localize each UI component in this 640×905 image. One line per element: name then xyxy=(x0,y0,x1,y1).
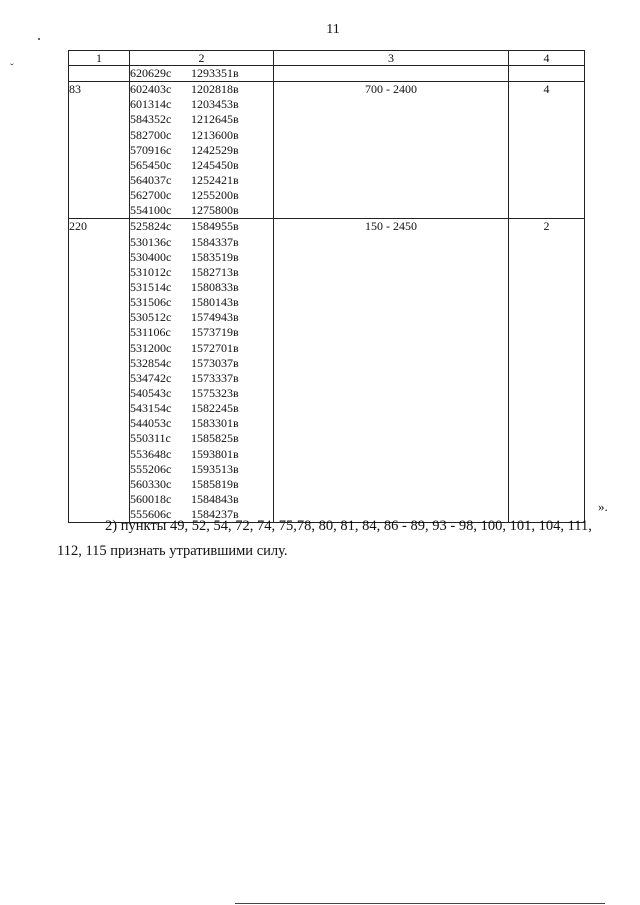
range-cell: 150 - 2450 xyxy=(274,219,509,523)
amendment-paragraph xyxy=(57,514,617,564)
latitude-value: 620629с xyxy=(130,66,172,80)
latitude-value: 570916с xyxy=(130,142,172,157)
paragraph-line-2: 112, 115 признать утратившими силу. xyxy=(57,543,288,559)
coordinate-pair xyxy=(130,492,273,507)
header-col-1: 1 xyxy=(69,51,130,66)
coordinate-pair xyxy=(130,188,273,203)
longitude-value: 1593801в xyxy=(191,446,239,461)
longitude-value: 1213600в xyxy=(191,127,239,142)
coordinate-pair xyxy=(130,250,273,265)
latitude-value: 601314с xyxy=(130,97,172,112)
coordinate-pair xyxy=(130,386,273,401)
header-col-2: 2 xyxy=(130,51,274,66)
latitude-value: 531506с xyxy=(130,295,172,310)
coordinate-pair xyxy=(130,82,273,97)
table-row xyxy=(69,66,585,82)
latitude-value: 531200с xyxy=(130,340,172,355)
longitude-value: 1202818в xyxy=(191,82,239,97)
longitude-value: 1573719в xyxy=(191,325,239,340)
coordinate-pair xyxy=(130,371,273,386)
longitude-value: 1574943в xyxy=(191,310,239,325)
longitude-value: 1252421в xyxy=(191,172,239,187)
longitude-value: 1583519в xyxy=(191,249,239,264)
latitude-value: 540543с xyxy=(130,385,172,400)
latitude-value: 525824с xyxy=(130,219,172,234)
closing-quote: ». xyxy=(598,499,608,514)
coordinate-pair xyxy=(130,265,273,280)
latitude-value: 550311с xyxy=(130,431,171,446)
longitude-value: 1255200в xyxy=(191,188,239,203)
coordinate-pair xyxy=(130,310,273,325)
latitude-value: 564037с xyxy=(130,172,172,187)
longitude-value: 1275800в xyxy=(191,203,239,218)
longitude-value: 1575323в xyxy=(191,385,239,400)
longitude-value: 1573337в xyxy=(191,370,239,385)
latitude-value: 532854с xyxy=(130,355,172,370)
longitude-value: 1572701в xyxy=(191,340,239,355)
longitude-value: 1212645в xyxy=(191,112,239,127)
header-col-3: 3 xyxy=(274,51,509,66)
latitude-value: 531106с xyxy=(130,325,171,340)
coordinates-table xyxy=(68,50,585,523)
longitude-value: 1573037в xyxy=(191,355,239,370)
longitude-value: 1585825в xyxy=(191,431,239,446)
latitude-value: 562700с xyxy=(130,188,172,203)
header-col-4: 4 xyxy=(509,51,585,66)
value-cell: 2 xyxy=(509,219,585,523)
latitude-value: 543154с xyxy=(130,401,172,416)
longitude-value: 1582713в xyxy=(191,264,239,279)
scan-speck xyxy=(38,38,40,40)
latitude-value: 584352с xyxy=(130,112,172,127)
latitude-value: 530400с xyxy=(130,249,172,264)
latitude-value: 602403с xyxy=(130,82,172,97)
latitude-value: 560330с xyxy=(130,476,172,491)
longitude-value: 1245450в xyxy=(191,157,239,172)
coordinate-pair xyxy=(130,143,273,158)
coordinates-cell xyxy=(130,66,274,82)
coordinate-pair xyxy=(130,477,273,492)
coordinate-pair xyxy=(130,280,273,295)
coordinate-pair xyxy=(130,158,273,173)
coordinate-pair xyxy=(130,173,273,188)
longitude-value: 1584955в xyxy=(191,219,239,234)
value-cell xyxy=(509,66,585,82)
longitude-value: 1293351в xyxy=(191,66,239,80)
latitude-value: 531514с xyxy=(130,279,172,294)
longitude-value: 1582245в xyxy=(191,401,239,416)
margin-mark: ˇ xyxy=(10,62,14,74)
coordinate-pair xyxy=(130,203,273,218)
latitude-value: 555206с xyxy=(130,461,172,476)
range-cell xyxy=(274,66,509,82)
coordinate-pair xyxy=(130,447,273,462)
scan-edge-line xyxy=(235,903,605,904)
latitude-value: 531012с xyxy=(130,264,172,279)
longitude-value: 1584843в xyxy=(191,491,239,506)
latitude-value: 534742с xyxy=(130,370,172,385)
coordinate-pair xyxy=(130,66,273,81)
latitude-value: 582700с xyxy=(130,127,172,142)
page-number: 11 xyxy=(326,22,340,37)
range-cell: 700 - 2400 xyxy=(274,82,509,219)
coordinate-pair xyxy=(130,325,273,340)
coordinate-pair xyxy=(130,431,273,446)
coordinate-pair xyxy=(130,112,273,127)
latitude-value: 554100с xyxy=(130,203,172,218)
latitude-value: 560018с xyxy=(130,491,172,506)
table-row xyxy=(69,219,585,523)
coordinate-pair xyxy=(130,341,273,356)
longitude-value: 1580833в xyxy=(191,279,239,294)
longitude-value: 1242529в xyxy=(191,142,239,157)
longitude-value: 1583301в xyxy=(191,416,239,431)
table-header-row xyxy=(69,51,585,66)
coordinate-pair xyxy=(130,416,273,431)
longitude-value: 1203453в xyxy=(191,97,239,112)
coordinate-pair xyxy=(130,401,273,416)
value-cell: 4 xyxy=(509,82,585,219)
table-body xyxy=(69,66,585,523)
row-number-cell: 220 xyxy=(69,219,130,523)
table-row xyxy=(69,82,585,219)
coordinate-pair xyxy=(130,295,273,310)
coordinate-pair xyxy=(130,128,273,143)
longitude-value: 1584337в xyxy=(191,234,239,249)
latitude-value: 565450с xyxy=(130,157,172,172)
latitude-value: 555606с xyxy=(130,507,172,522)
longitude-value: 1580143в xyxy=(191,295,239,310)
paragraph-line-1: 2) пункты 49, 52, 54, 72, 74, 75,78, 80, 81, 84, 86 - 89, 93 - 98, 100, 101, 104, 111, xyxy=(105,518,592,534)
coordinate-pair xyxy=(130,462,273,477)
coordinates-cell xyxy=(130,219,274,523)
coordinates-cell xyxy=(130,82,274,219)
coordinate-pair xyxy=(130,97,273,112)
row-number-cell xyxy=(69,66,130,82)
coordinate-pair xyxy=(130,235,273,250)
longitude-value: 1593513в xyxy=(191,461,239,476)
coordinate-pair xyxy=(130,356,273,371)
row-number-cell: 83 xyxy=(69,82,130,219)
latitude-value: 544053с xyxy=(130,416,172,431)
coordinate-pair xyxy=(130,219,273,234)
longitude-value: 1585819в xyxy=(191,476,239,491)
latitude-value: 530136с xyxy=(130,234,172,249)
longitude-value: 1584237в xyxy=(191,507,239,522)
latitude-value: 553648с xyxy=(130,446,172,461)
latitude-value: 530512с xyxy=(130,310,172,325)
